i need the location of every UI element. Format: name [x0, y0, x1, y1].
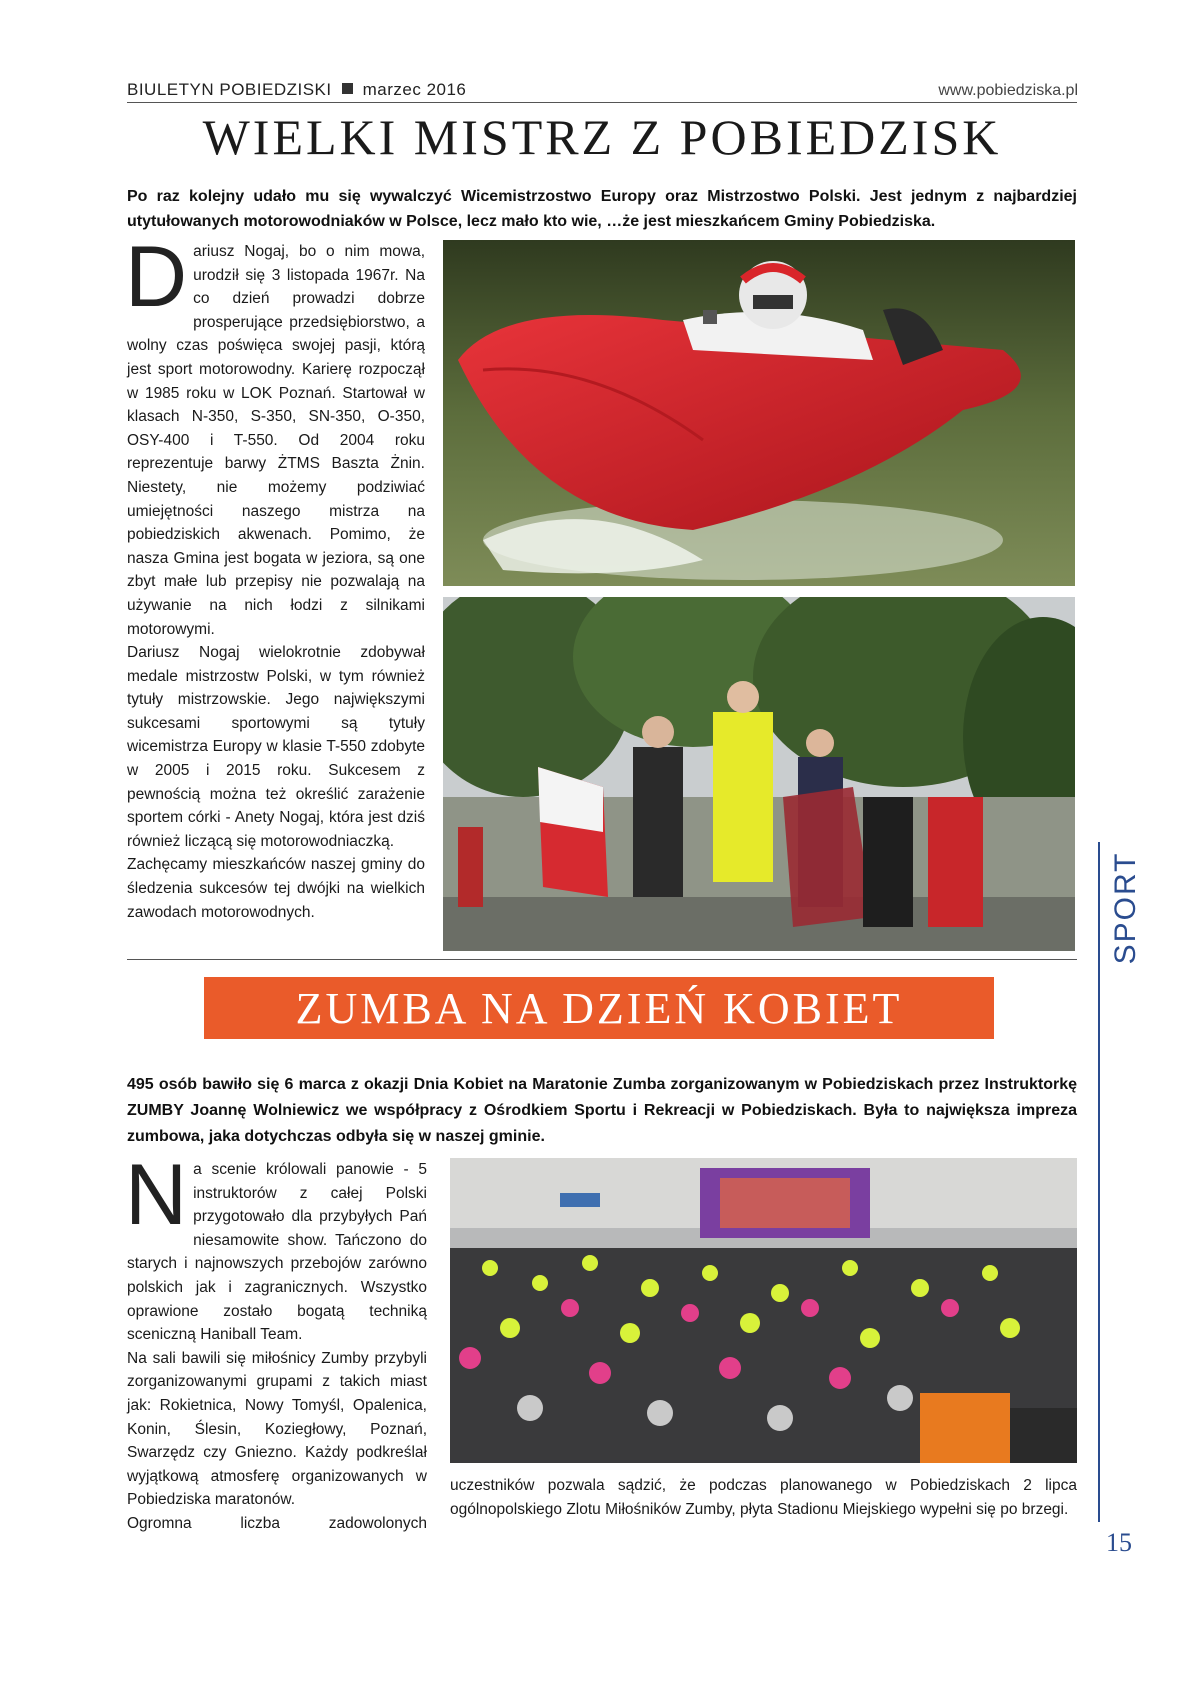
- section-divider: [127, 959, 1077, 960]
- article2-paragraph-3-continued: uczestników pozwala sądzić, że podczas planowanego w Pobiedziskach 2 lipca ogólnopolskiego Zlotu Miłośników Zumby, płyta Stadionu Miejskiego wypełni się po brzegi.: [450, 1477, 1077, 1518]
- zumba-hall-photo: [450, 1158, 1077, 1463]
- article2-title: ZUMBA NA DZIEŃ KOBIET: [295, 983, 903, 1033]
- section-label: [1106, 848, 1146, 968]
- page-number: 15: [1106, 1528, 1132, 1557]
- article2-lead: 495 osób bawiło się 6 marca z okazji Dnia Kobiet na Maratonie Zumba zorganizowanym w Pobiedziskach przez Instruktorkę ZUMBY Joannę Wolniewicz we współpracy z Ośrodkiem Sportu i Rekreacji w Pobiedziskach. Była to największa impreza zumbowa, jaka dotychczas odbyła się w naszej gminie.: [127, 1076, 1077, 1145]
- podium-photo: [443, 597, 1075, 951]
- article1-paragraph-1: ariusz Nogaj, bo o nim mowa, urodził się 3 listopada 1967r. Na co dzień prowadzi dobrze prosperujące przedsiębiorstwo, a wolny czas poświęca swojej pasji, którą jest sport motorowodny. Karierę rozpoczął w 1985 roku w LOK Poznań. Startował w klasach N-350, S-350, SN-350, O-350, OSY-400 i T-550. Od 2004 roku reprezentuje barwy ŻTMS Baszta Żnin. Niestety, nie możemy podziwiać umiejętności naszego mistrza na pobiedziskich akwenach. Pomimo, że nasza Gmina jest bogata w jeziora, są one zbyt małe lub przepisy nie pozwalają na używanie na nich łodzi z silnikami motorowymi.: [127, 243, 425, 638]
- section-label-text: SPORT: [1109, 851, 1142, 965]
- section-side-rule: [1098, 842, 1100, 1522]
- article1-body: [125, 229, 425, 924]
- article2-paragraph-1: a scenie królowali panowie - 5 instruktorów z całej Polski przygotowało dla przybyłych Pań niesamowite show. Tańczono do starych i najnowszych przebojów zarówno polskich jak i zagranicznych. Wszystko oprawione zostało bogatą techniką sceniczną Haniball Team.: [127, 1161, 427, 1344]
- article1-lead: Po raz kolejny udało mu się wywalczyć Wicemistrzostwo Europy oraz Mistrzostwo Polski. Jest jednym z najbardziej utytułowanych motorowodniaków w Polsce, lecz mało kto wie, …że jest mieszkańcem Gminy Pobiedziska.: [127, 188, 1077, 230]
- issue-date: marzec 2016: [362, 80, 467, 99]
- dropcap-d: D: [125, 229, 188, 325]
- square-separator-icon: [342, 83, 353, 94]
- article1-paragraph-2: Dariusz Nogaj wielokrotnie zdobywał medale mistrzostw Polski, w tym również tytuły mistrzowskie. Jego największymi sukcesami sportowymi są tytuły wicemistrza Europy w klasie T-550 zdobyte w 2005 i 2015 roku. Sukcesem z pewnością można też określić zarażenie sportem córki - Anety Nogaj, która jest dziś również liczącą się motorowodniaczką.: [127, 644, 425, 850]
- article2-body: [125, 1147, 427, 1536]
- motorboat-photo: [443, 240, 1075, 586]
- publication-name: BIULETYN POBIEDZISKI: [127, 80, 332, 99]
- article1-paragraph-3: Zachęcamy mieszkańców naszej gminy do śledzenia sukcesów tej dwójki na wielkich zawodach motorowodnych.: [127, 856, 425, 921]
- article2-title-banner: [204, 977, 994, 1039]
- article2-paragraph-2: Na sali bawili się miłośnicy Zumby przybyli zorganizowanymi grupami z takich miast jak: Rokietnica, Nowy Tomyśl, Opalenica, Konin, Ślesin, Koziegłowy, Poznań, Swarzędz czy Gniezno. Każdy podkreślał wyjątkową atmosferę organizowanych w Pobiedziska maratonów.: [127, 1349, 427, 1509]
- header-divider: [127, 102, 1077, 103]
- website-link[interactable]: www.pobiedziska.pl: [938, 82, 1078, 99]
- publication-header: [127, 80, 466, 100]
- article2-paragraph-3-start: Ogromna liczba zadowolonych: [127, 1514, 427, 1532]
- article1-title: WIELKI MISTRZ Z POBIEDZISK: [202, 109, 1002, 165]
- dropcap-n: N: [125, 1147, 188, 1243]
